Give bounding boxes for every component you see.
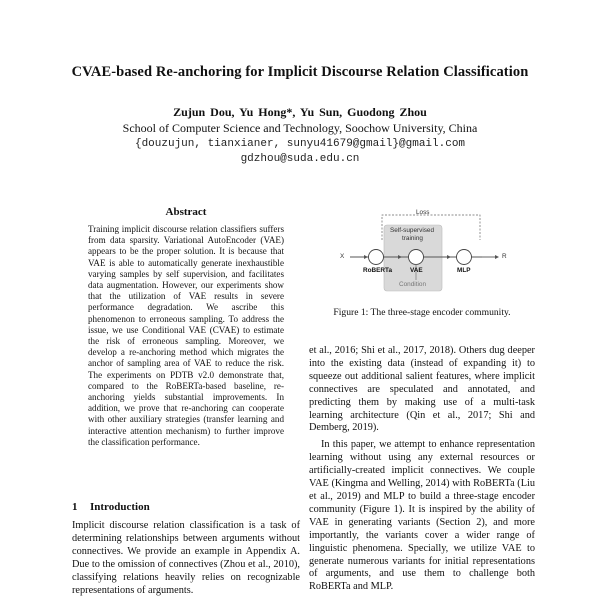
section-number: 1 xyxy=(72,501,78,513)
arrow-icon xyxy=(447,255,451,259)
arrow-icon xyxy=(364,255,368,259)
output-r-label: R xyxy=(502,253,507,260)
self-supervised-label: Self-supervised xyxy=(390,227,435,234)
condition-label: Condition xyxy=(399,281,427,288)
vae-label: VAE xyxy=(410,267,423,274)
abstract-heading: Abstract xyxy=(165,206,207,218)
mlp-label: MLP xyxy=(457,267,471,274)
roberta-node xyxy=(369,250,384,265)
author-list: Zujun Dou, Yu Hong*, Yu Sun, Guodong Zhou xyxy=(173,105,427,119)
paper-title: CVAE-based Re-anchoring for Implicit Discourse Relation Classification xyxy=(71,64,529,80)
figure-1-caption: Figure 1: The three-stage encoder community. xyxy=(333,307,511,318)
vae-node xyxy=(409,250,424,265)
roberta-label: RoBERTa xyxy=(363,267,392,274)
loss-label: Loss xyxy=(416,209,430,216)
right-paragraph-2: In this paper, we attempt to enhance representation learning without using any external resources or artificially-created implicit connectives. We couple VAE (Kingma and Welling, 2014) with RoBERTa (Liu et al., 2019) and MLP to build a three-stage encoder community (Figure 1). It is inspired by the ability of VAE in generating variants (Section 2), and more importantly, the variants cover a wider range of linguistic phenomena. Specially, we utilize VAE to generate numerous variants for initial representations of arguments, and use them to challenge both RoBERTa and MLP. xyxy=(309,439,535,593)
right-paragraph-1: et al., 2016; Shi et al., 2017, 2018). Others dug deeper into the existing data (instead of expanding it) to squeeze out additional salient features, where implicit connectives are speculated and annotated, and predicting them by making use of a multi-task learning architecture (Qin et al., 2017; Shi and Demberg, 2019). xyxy=(309,345,535,434)
right-column-text xyxy=(309,345,535,594)
mlp-node xyxy=(457,250,472,265)
output-arrow-icon xyxy=(495,255,499,259)
affiliation: School of Computer Science and Technology, Soochow University, China xyxy=(122,121,478,135)
abstract-text: Training implicit discourse relation classifiers suffers from data sparsity. Variational AutoEncoder (VAE) appears to be the proper solution. It is because that VAE is able to automatically generate inexhaustible varying samples by self supervision, and facilitates data augmentation. However, our experiments show that the utilization of VAE results in severe performance degradation. We ascribe this phenomenon to erroneous sampling. To address the issue, we use Conditional VAE (CVAE) to estimate the risk of erroneous sampling. Moreover, we develop a re-anchoring method which migrates the anchor of sampling area of VAE to reduce the risk. The experiments on PDTB v2.0 demonstrate that, compared to the RoBERTa-based baseline, re-anchoring yields substantial improvements. In addition, we prove that re-anchoring can cooperate with other auxiliary strategies (transfer learning and interactive attention mechanism) to further improve the classification performance. xyxy=(88,224,284,447)
training-label: training xyxy=(402,235,423,242)
intro-left-text: Implicit discourse relation classification is a task of determining relationships between arguments without connectives. We provide an example in Appendix A. Due to the omission of connectives (Zhou et al., 2010), classifying relations heavily relies on recognizable representations of arguments. xyxy=(72,520,300,596)
figure-1-diagram xyxy=(330,200,520,295)
email-line-1: {douzujun, tianxianer, sunyu41679@gmail}@gmail.com xyxy=(134,138,466,150)
email-line-2: gdzhou@suda.edu.cn xyxy=(240,153,360,165)
section-title: Introduction xyxy=(90,501,150,513)
section-heading-introduction xyxy=(72,501,150,513)
input-x-label: X xyxy=(340,253,345,260)
